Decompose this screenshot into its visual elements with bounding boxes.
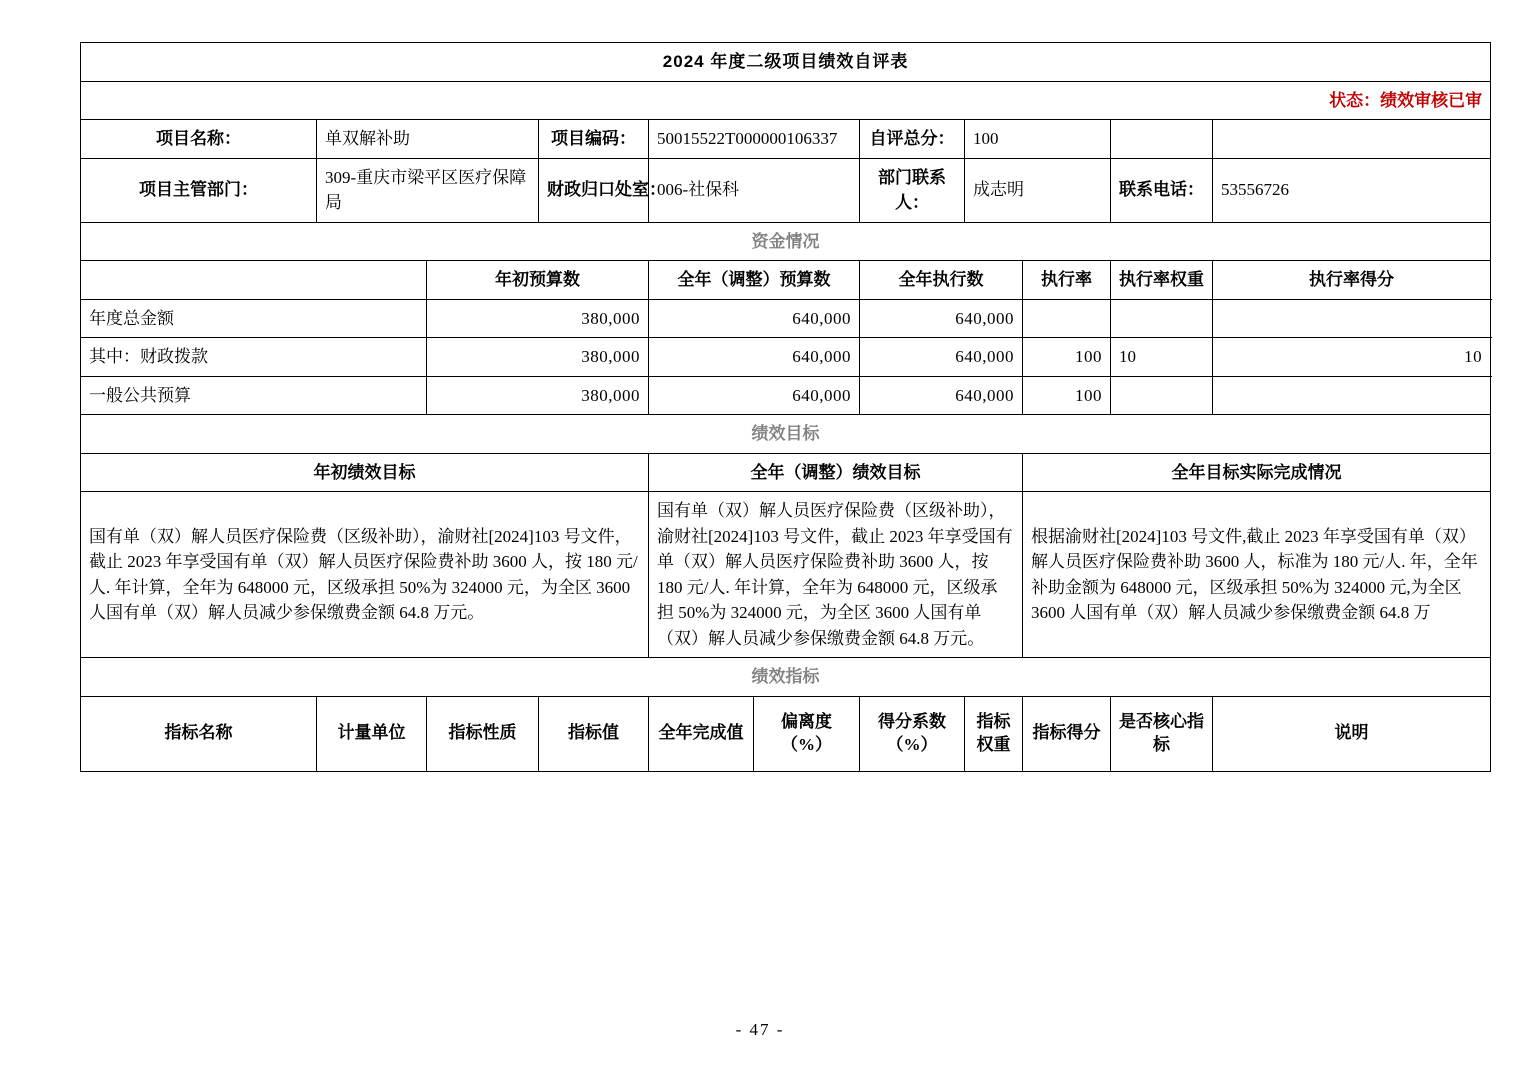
funds-row-label: 年度总金额 [81,299,427,338]
indicator-col-nature: 指标性质 [427,696,539,771]
funds-exec-score: 10 [1213,338,1491,377]
indicator-col-value: 指标值 [539,696,649,771]
funds-executed: 640,000 [860,299,1023,338]
indicator-col-weight: 指标权重 [965,696,1023,771]
funds-exec-score [1213,376,1491,415]
indicator-col-unit: 计量单位 [317,696,427,771]
indicators-section-title: 绩效指标 [81,658,1491,697]
funds-exec-weight [1111,299,1213,338]
empty-cell-1 [1111,120,1213,159]
funds-header-row [81,261,1491,300]
goals-content-row [81,492,1491,658]
funds-adjusted-budget: 640,000 [649,376,860,415]
funds-initial-budget: 380,000 [427,338,649,377]
contact-value: 成志明 [965,158,1111,222]
self-score-label: 自评总分： [860,120,965,159]
funds-row-label: 一般公共预算 [81,376,427,415]
funds-exec-weight [1111,376,1213,415]
funds-row-label: 其中：财政拨款 [81,338,427,377]
funds-col-exec-rate: 执行率 [1023,261,1111,300]
funds-section-row [81,222,1491,261]
page-number: - 47 - [735,1020,785,1039]
basic-info-row-1 [81,120,1491,159]
funds-initial-budget: 380,000 [427,299,649,338]
funds-executed: 640,000 [860,338,1023,377]
funds-col-initial-budget: 年初预算数 [427,261,649,300]
indicator-col-name: 指标名称 [81,696,317,771]
table-row [81,376,1491,415]
funds-exec-weight: 10 [1111,338,1213,377]
goals-actual-text: 根据渝财社[2024]103 号文件,截止 2023 年享受国有单（双）解人员医疗保险费补助 3600 人，标准为 180 元/人. 年，全年补助金额为 648000 元，区级承担 50%为 324000 元,为全区 3600 人国有单（双）解人员减少参保缴费金额 64.8 万 [1023,492,1491,658]
funds-initial-budget: 380,000 [427,376,649,415]
table-row [81,338,1491,377]
goals-initial-text: 国有单（双）解人员医疗保险费（区级补助），渝财社[2024]103 号文件，截止 2023 年享受国有单（双）解人员医疗保险费补助 3600 人，按 180 元/人. 年计算，全年为 648000 元，区级承担 50%为 324000 元，为全区 3600 人国有单（双）解人员减少参保缴费金额 64.8 万元。 [81,492,649,658]
indicators-header-row [81,696,1491,771]
goals-col-actual: 全年目标实际完成情况 [1023,453,1491,492]
dept-value: 309-重庆市梁平区医疗保障局 [317,158,539,222]
funds-col-blank [81,261,427,300]
goals-section-row [81,415,1491,454]
funds-adjusted-budget: 640,000 [649,299,860,338]
funds-section-title: 资金情况 [81,222,1491,261]
indicator-col-coefficient: 得分系数（%） [860,696,965,771]
funds-exec-rate: 100 [1023,376,1111,415]
finance-office-label: 财政归口处室： [539,158,649,222]
indicators-section-row [81,658,1491,697]
empty-cell-2 [1213,120,1491,159]
indicator-col-score: 指标得分 [1023,696,1111,771]
indicator-col-core: 是否核心指标 [1111,696,1213,771]
funds-col-executed: 全年执行数 [860,261,1023,300]
funds-executed: 640,000 [860,376,1023,415]
title-row [81,43,1491,82]
self-score-value: 100 [965,120,1111,159]
project-code-label: 项目编码： [539,120,649,159]
phone-label: 联系电话： [1111,158,1213,222]
performance-self-evaluation-table [80,42,1491,772]
indicator-col-note: 说明 [1213,696,1491,771]
basic-info-row-2 [81,158,1491,222]
page-title: 2024 年度二级项目绩效自评表 [81,43,1491,82]
project-name-label: 项目名称： [81,120,317,159]
goals-col-adjusted: 全年（调整）绩效目标 [649,453,1023,492]
finance-office-value: 006-社保科 [649,158,860,222]
phone-value: 53556726 [1213,158,1491,222]
indicator-col-completed: 全年完成值 [649,696,754,771]
funds-exec-rate [1023,299,1111,338]
indicator-col-deviation: 偏离度（%） [754,696,860,771]
project-code-value: 50015522T000000106337 [649,120,860,159]
funds-adjusted-budget: 640,000 [649,338,860,377]
funds-exec-rate: 100 [1023,338,1111,377]
funds-col-exec-score: 执行率得分 [1213,261,1491,300]
table-row [81,299,1491,338]
goals-section-title: 绩效目标 [81,415,1491,454]
funds-col-exec-weight: 执行率权重 [1111,261,1213,300]
dept-label: 项目主管部门： [81,158,317,222]
goals-header-row [81,453,1491,492]
goals-col-initial: 年初绩效目标 [81,453,649,492]
goals-adjusted-text: 国有单（双）解人员医疗保险费（区级补助），渝财社[2024]103 号文件，截止 2023 年享受国有单（双）解人员医疗保险费补助 3600 人，按 180 元/人. 年计算，全年为 648000 元，区级承担 50%为 324000 元，为全区 3600 人国有单（双）解人员减少参保缴费金额 64.8 万元。 [649,492,1023,658]
funds-exec-score [1213,299,1491,338]
status-badge: 状态：绩效审核已审 [81,81,1491,120]
contact-label: 部门联系人： [860,158,965,222]
project-name-value: 单双解补助 [317,120,539,159]
funds-col-adjusted-budget: 全年（调整）预算数 [649,261,860,300]
status-row [81,81,1491,120]
